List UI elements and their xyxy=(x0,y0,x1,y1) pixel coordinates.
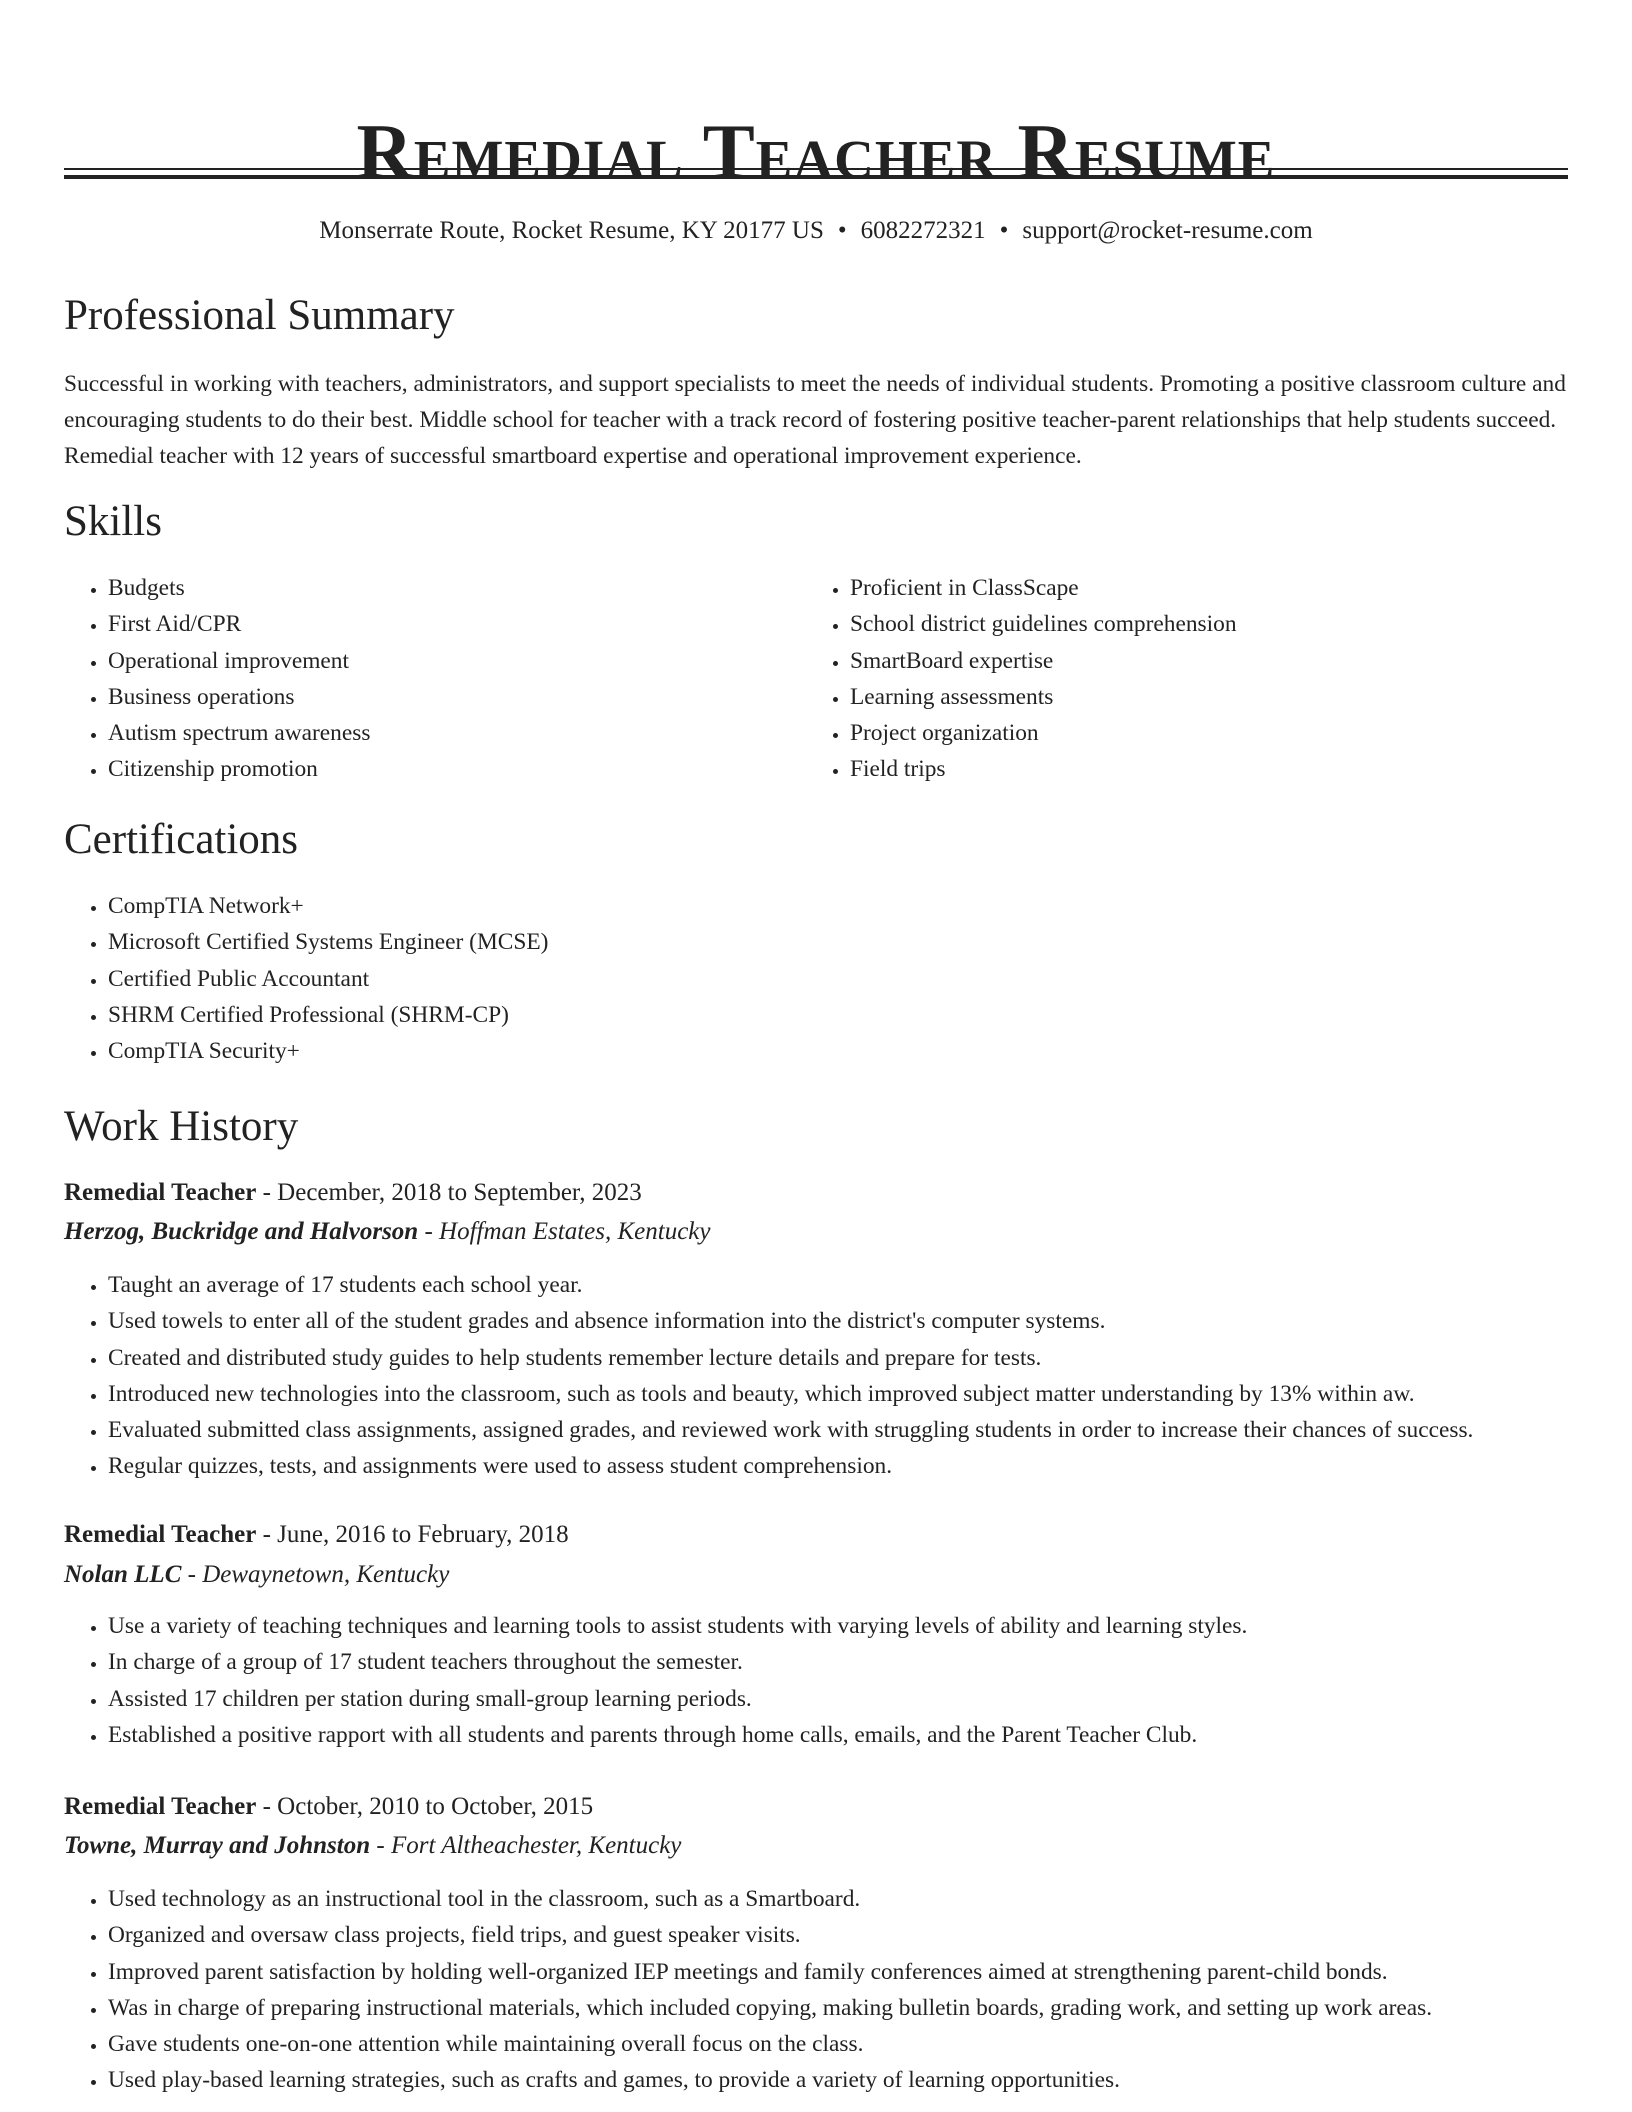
list-item: • Organized and oversaw class projects, field trips, and guest speaker visits. xyxy=(108,1917,1632,1953)
list-item: • Field trips xyxy=(850,751,1610,787)
list-item: • CompTIA Security+ xyxy=(108,1033,1608,1069)
list-item: • Proficient in ClassScape xyxy=(850,570,1610,606)
list-item: • Regular quizzes, tests, and assignments were used to assess student comprehension. xyxy=(108,1448,1632,1484)
resume-title: Remedial Teacher Resume xyxy=(356,108,1276,196)
list-item: • Created and distributed study guides to help students remember lecture details and prepare for tests. xyxy=(108,1340,1632,1376)
list-item: • Improved parent satisfaction by holding well-organized IEP meetings and family conferences aimed at strengthening parent-child bonds. xyxy=(108,1954,1632,1990)
job-company-line xyxy=(64,1214,1584,1250)
list-item: • Used towels to enter all of the student grades and absence information into the district's computer systems. xyxy=(108,1303,1632,1339)
list-item: • CompTIA Network+ xyxy=(108,888,1608,924)
list-item: • First Aid/CPR xyxy=(108,606,788,642)
list-item: • Citizenship promotion xyxy=(108,751,788,787)
list-item: • Evaluated submitted class assignments, assigned grades, and reviewed work with struggling students in order to increase their chances of success. xyxy=(108,1412,1632,1448)
list-item: • Project organization xyxy=(850,715,1610,751)
title-rule-thick xyxy=(64,175,1568,179)
job-dash: - xyxy=(418,1218,440,1245)
job-dates: December, 2018 to September, 2023 xyxy=(277,1179,642,1206)
list-item: • Learning assessments xyxy=(850,679,1610,715)
list-item: • Established a positive rapport with all students and parents through home calls, emails, and the Parent Teacher Club. xyxy=(108,1717,1632,1753)
job-bullets xyxy=(64,1267,1632,1485)
list-item: • Taught an average of 17 students each school year. xyxy=(108,1267,1632,1303)
title-rule-thin xyxy=(64,168,1568,170)
contact-separator: • xyxy=(837,217,847,244)
job-location: Hoffman Estates, Kentucky xyxy=(439,1218,711,1245)
job-location: Fort Altheachester, Kentucky xyxy=(390,1832,682,1859)
certifications-heading: Certifications xyxy=(64,816,299,863)
list-item: • Business operations xyxy=(108,679,788,715)
list-item: • Used play-based learning strategies, such as crafts and games, to provide a variety of learning opportunities. xyxy=(108,2062,1632,2098)
job-title: Remedial Teacher xyxy=(64,1793,257,1820)
list-item: • Used technology as an instructional tool in the classroom, such as a Smartboard. xyxy=(108,1881,1632,1917)
list-item: • Operational improvement xyxy=(108,643,788,679)
job-dash: - xyxy=(181,1561,203,1588)
job-company-line xyxy=(64,1557,1584,1593)
list-item: • Microsoft Certified Systems Engineer (MCSE) xyxy=(108,924,1608,960)
list-item: • SHRM Certified Professional (SHRM-CP) xyxy=(108,997,1608,1033)
certifications-list xyxy=(64,888,1608,1069)
job-title-line xyxy=(64,1517,1584,1553)
job-title-line xyxy=(64,1789,1584,1825)
job-bullets xyxy=(64,1608,1632,1753)
contact-email[interactable]: support@rocket-resume.com xyxy=(1022,217,1313,244)
list-item: • Was in charge of preparing instructional materials, which included copying, making bulletin boards, grading work, and setting up work areas. xyxy=(108,1990,1632,2026)
job-dash: - xyxy=(256,1179,278,1206)
job-bullets xyxy=(64,1881,1632,2099)
job-dates: June, 2016 to February, 2018 xyxy=(277,1521,569,1548)
job-company-line xyxy=(64,1828,1584,1864)
list-item: • Budgets xyxy=(108,570,788,606)
contact-phone: 6082272321 xyxy=(860,217,986,244)
job-dates: October, 2010 to October, 2015 xyxy=(277,1793,594,1820)
list-item: • Assisted 17 children per station during small-group learning periods. xyxy=(108,1681,1632,1717)
list-item: • In charge of a group of 17 student teachers throughout the semester. xyxy=(108,1644,1632,1680)
job-company: Herzog, Buckridge and Halvorson xyxy=(64,1218,419,1245)
skills-list-right xyxy=(806,570,1610,788)
list-item: • School district guidelines comprehension xyxy=(850,606,1610,642)
list-item: • Use a variety of teaching techniques and learning tools to assist students with varying levels of ability and learning styles. xyxy=(108,1608,1632,1644)
list-item: • SmartBoard expertise xyxy=(850,643,1610,679)
list-item: • Gave students one-on-one attention while maintaining overall focus on the class. xyxy=(108,2026,1632,2062)
skills-heading: Skills xyxy=(64,498,162,545)
skills-list-left xyxy=(64,570,788,788)
job-dash: - xyxy=(256,1521,278,1548)
summary-text: Successful in working with teachers, administrators, and support specialists to meet the needs of individual students. Promoting a positive classroom culture and encouraging students to do their best. Middle school for teacher with a track record of fostering positive teacher-parent relationships that help students succeed. Remedial teacher with 12 years of successful smartboard expertise and operational improvement experience. xyxy=(64,371,1566,469)
job-dash: - xyxy=(370,1832,391,1859)
job-company: Nolan LLC xyxy=(64,1561,182,1588)
list-item: • Certified Public Accountant xyxy=(108,961,1608,997)
contact-line xyxy=(0,214,1632,248)
list-item: • Autism spectrum awareness xyxy=(108,715,788,751)
work-history-heading: Work History xyxy=(64,1103,299,1150)
job-title: Remedial Teacher xyxy=(64,1179,257,1206)
summary-heading: Professional Summary xyxy=(64,292,455,339)
job-title-line xyxy=(64,1175,1584,1211)
list-item: • Introduced new technologies into the classroom, such as tools and beauty, which improved subject matter understanding by 13% within aw. xyxy=(108,1376,1632,1412)
job-dash: - xyxy=(256,1793,278,1820)
contact-address: Monserrate Route, Rocket Resume, KY 20177 US xyxy=(319,217,824,244)
contact-separator: • xyxy=(999,217,1009,244)
job-title: Remedial Teacher xyxy=(64,1521,257,1548)
job-location: Dewaynetown, Kentucky xyxy=(202,1561,450,1588)
job-company: Towne, Murray and Johnston xyxy=(64,1832,371,1859)
